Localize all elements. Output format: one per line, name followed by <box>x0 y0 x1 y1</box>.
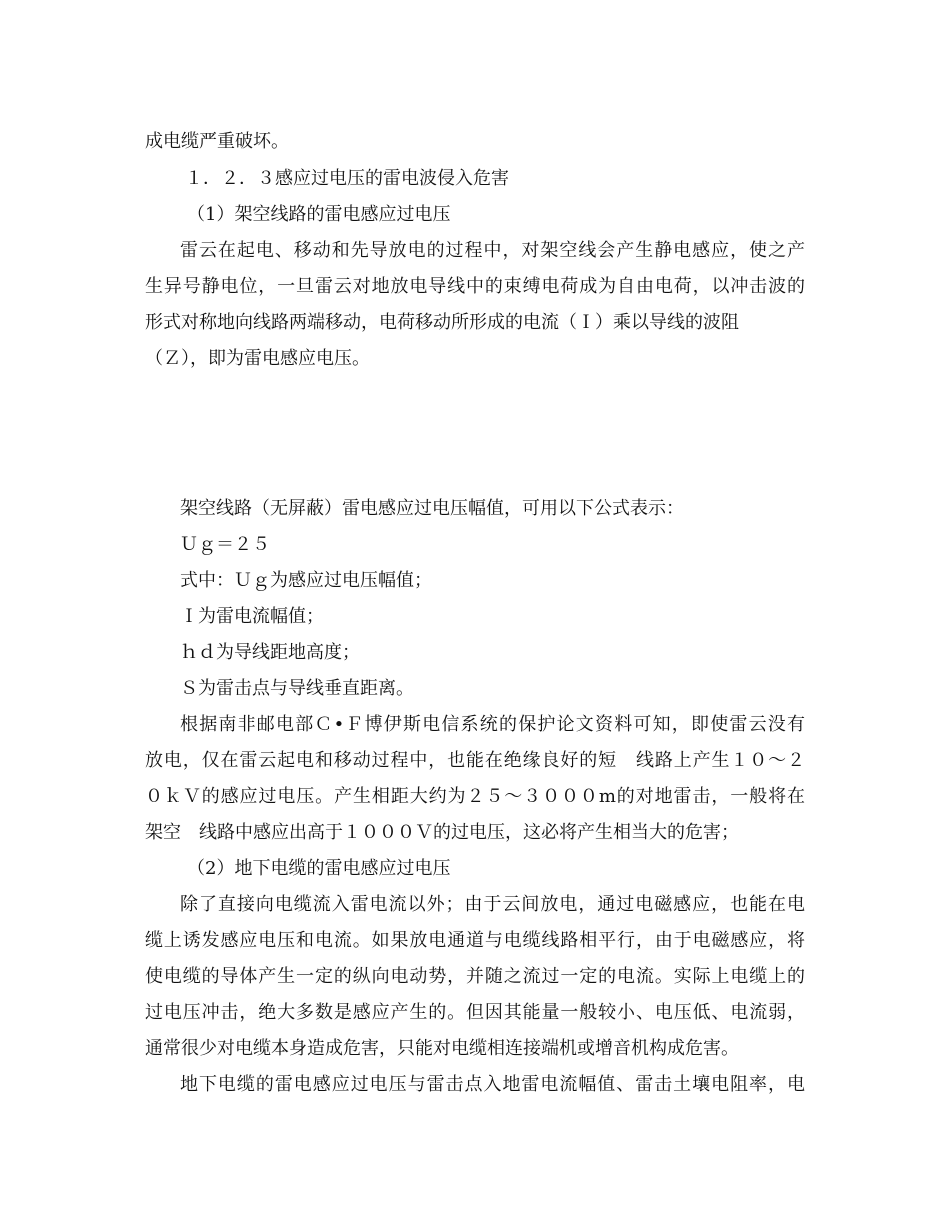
text-line: 生异号静电位，一旦雷云对地放电导线中的束缚电荷成为自由电荷，以冲击波的 <box>145 276 805 297</box>
text-line: 地下电缆的雷电感应过电压与雷击点入地雷电流幅值、雷击土壤电阻率，电 <box>180 1074 805 1095</box>
section-heading: １．２．３感应过电压的雷电波侵入危害 <box>185 168 509 189</box>
formula-line: Ｕｇ＝２５ <box>180 534 270 555</box>
text-line: 除了直接向电缆流入雷电流以外；由于云间放电，通过电磁感应，也能在电 <box>180 894 805 915</box>
text-line: ０ｋＶ的感应过电压。产生相距大约为２５～３０００m的对地雷击，一般将在 <box>145 786 805 807</box>
text-line: 过电压冲击，绝大多数是感应产生的。但因其能量一般较小、电压低、电流弱， <box>145 1002 805 1023</box>
subsection-heading: （2）地下电缆的雷电感应过电压 <box>187 858 451 879</box>
text-line: 架空 线路中感应出高于１０００Ｖ的过电压，这必将产生相当大的危害； <box>145 822 739 843</box>
text-line: 缆上诱发感应电压和电流。如果放电通道与电缆线路相平行，由于电磁感应，将 <box>145 930 805 951</box>
text-line: 式中：Ｕｇ为感应过电压幅值； <box>180 570 432 591</box>
text-line: （Ｚ），即为雷电感应电压。 <box>145 348 370 369</box>
text-line: 形式对称地向线路两端移动，电荷移动所形成的电流（Ｉ）乘以导线的波阻 <box>145 312 739 333</box>
subsection-heading: （1）架空线路的雷电感应过电压 <box>187 204 451 225</box>
text-line: 雷云在起电、移动和先导放电的过程中，对架空线会产生静电感应，使之产 <box>180 240 805 261</box>
text-line: 成电缆严重破坏。 <box>145 131 289 152</box>
text-line: ｈｄ为导线距地高度； <box>180 642 360 663</box>
text-line: 根据南非邮电部Ｃ•Ｆ博伊斯电信系统的保护论文资料可知，即使雷云没有 <box>180 714 805 735</box>
text-line: Ｉ为雷电流幅值； <box>180 606 324 627</box>
text-line: 使电缆的导体产生一定的纵向电动势，并随之流过一定的电流。实际上电缆上的 <box>145 966 805 987</box>
text-line: Ｓ为雷击点与导线垂直距离。 <box>180 678 414 699</box>
text-line: 通常很少对电缆本身造成危害，只能对电缆相连接端机或增音机构成危害。 <box>145 1038 739 1059</box>
text-line: 放电，仅在雷云起电和移动过程中，也能在绝缘良好的短 线路上产生１０～２ <box>145 750 805 771</box>
text-line: 架空线路（无屏蔽）雷电感应过电压幅值，可用以下公式表示： <box>180 498 684 519</box>
